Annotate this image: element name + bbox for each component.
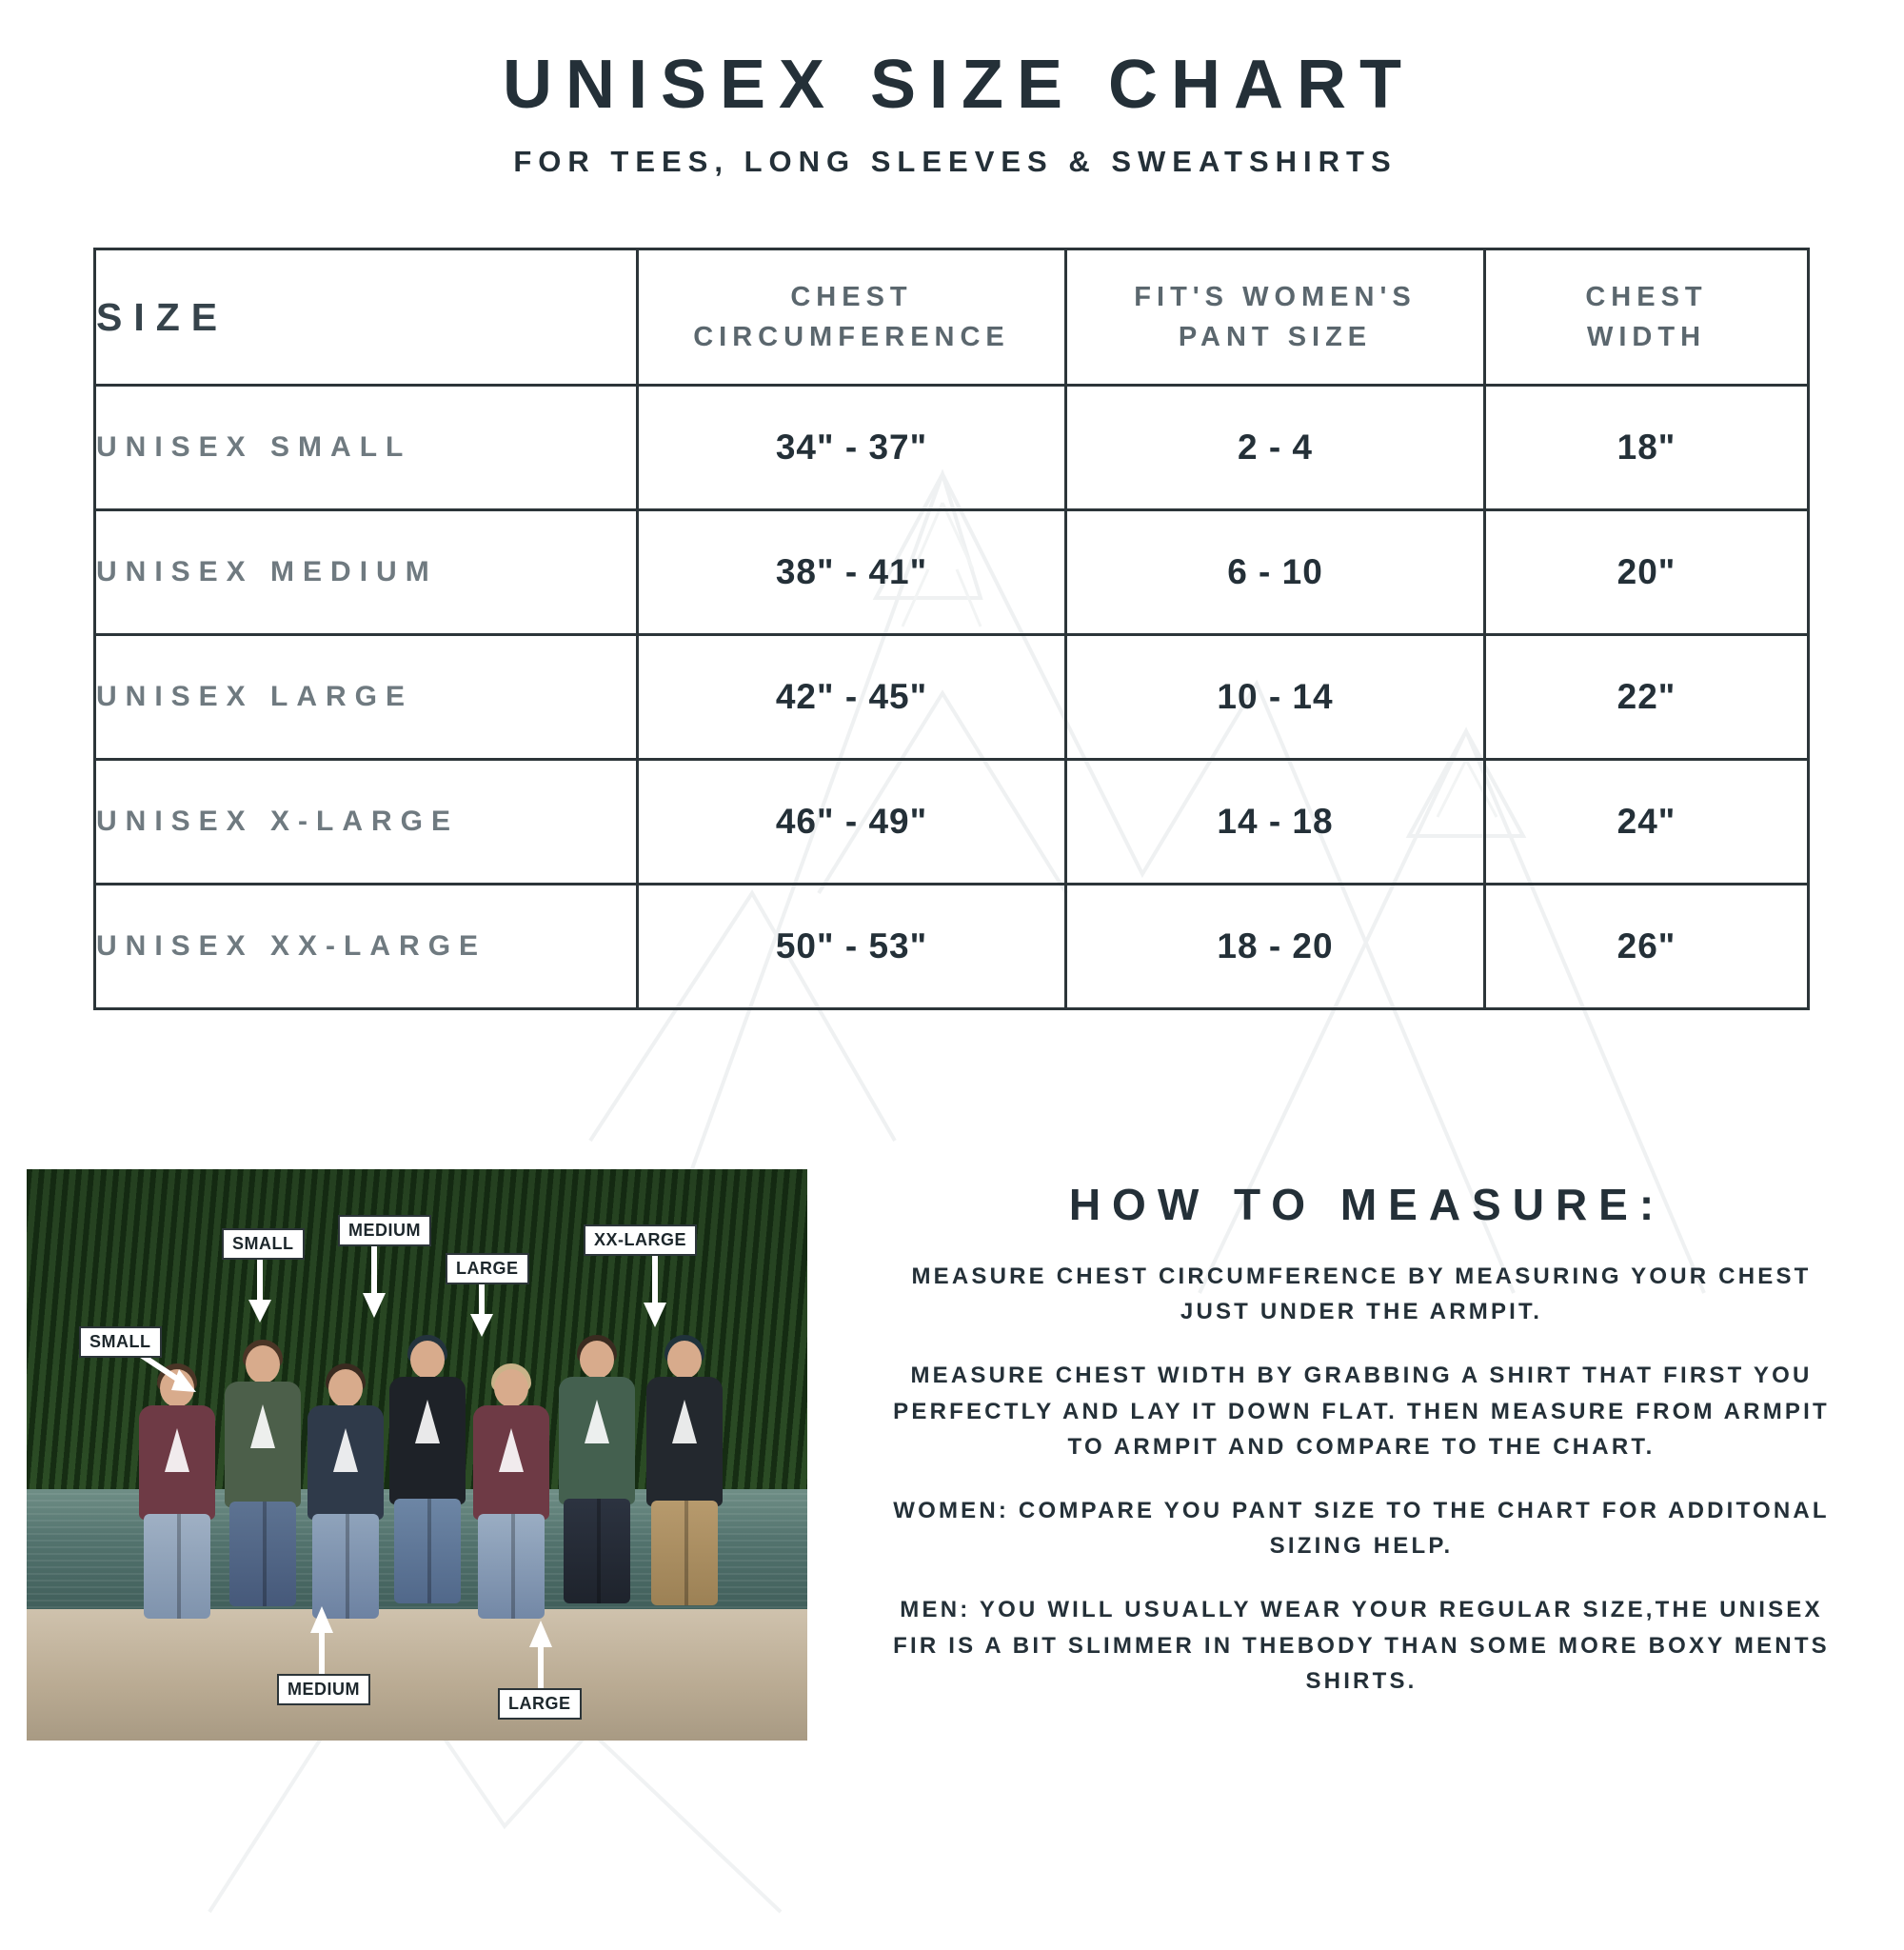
callout-label-xx-large: XX-LARGE xyxy=(584,1224,697,1256)
cell-chest-circumference: 38" - 41" xyxy=(638,510,1066,635)
callout-arrow-large-bottom xyxy=(522,1617,560,1693)
bottom-section xyxy=(0,1169,1904,1950)
cell-size: UNISEX XX-LARGE xyxy=(95,885,638,1009)
model-small-women xyxy=(136,1369,218,1626)
callout-label-small: SMALL xyxy=(222,1228,305,1260)
column-header-pant-size xyxy=(1066,249,1485,386)
callout-arrow-xx-large xyxy=(636,1255,674,1331)
table-row xyxy=(95,510,1809,635)
how-to-measure-paragraph-4: MEN: YOU WILL USUALLY WEAR YOUR REGULAR SIZE,THE UNISEX FIR IS A BIT SLIMMER IN THEBODY THAN SOME MORE BOXY MENTS SHIRTS. xyxy=(893,1597,1830,1694)
cell-chest-width: 26" xyxy=(1485,885,1809,1009)
callout-label-medium: MEDIUM xyxy=(338,1215,431,1246)
cell-pant-size: 2 - 4 xyxy=(1066,386,1485,510)
table-row xyxy=(95,386,1809,510)
cell-pant-size: 18 - 20 xyxy=(1066,885,1485,1009)
cell-size: UNISEX SMALL xyxy=(95,386,638,510)
callout-label-large-bottom: LARGE xyxy=(498,1688,582,1720)
photo-beach xyxy=(27,1609,807,1741)
cell-pant-size: 6 - 10 xyxy=(1066,510,1485,635)
cell-size: UNISEX X-LARGE xyxy=(95,760,638,885)
column-header-chest-circumference-line2: CIRCUMFERENCE xyxy=(693,322,1010,352)
cell-size: UNISEX MEDIUM xyxy=(95,510,638,635)
callout-arrow-small xyxy=(241,1260,279,1326)
cell-chest-circumference: 34" - 37" xyxy=(638,386,1066,510)
table-row xyxy=(95,885,1809,1009)
how-to-measure-paragraph-3: WOMEN: COMPARE YOU PANT SIZE TO THE CHART FOR ADDITONAL SIZING HELP. xyxy=(893,1497,1830,1560)
how-to-measure-section xyxy=(857,1179,1866,1699)
cell-pant-size: 14 - 18 xyxy=(1066,760,1485,885)
callout-arrow-medium xyxy=(355,1245,393,1322)
model-large-men xyxy=(556,1341,638,1626)
model-large-women xyxy=(470,1369,552,1626)
column-header-chest-width-line1: CHEST xyxy=(1585,281,1708,312)
cell-chest-circumference: 42" - 45" xyxy=(638,635,1066,760)
table-row xyxy=(95,760,1809,885)
callout-arrow-medium-bottom xyxy=(303,1602,341,1679)
column-header-pant-size-line2: PANT SIZE xyxy=(1178,322,1373,352)
callout-label-small-left: SMALL xyxy=(79,1326,162,1358)
column-header-chest-width xyxy=(1485,249,1809,386)
model-medium-men xyxy=(387,1341,468,1626)
cell-pant-size: 10 - 14 xyxy=(1066,635,1485,760)
size-chart-table xyxy=(93,248,1810,1010)
model-xx-large-men xyxy=(644,1341,725,1626)
cell-chest-width: 24" xyxy=(1485,760,1809,885)
callout-arrow-large xyxy=(463,1283,501,1341)
cell-size: UNISEX LARGE xyxy=(95,635,638,760)
group-photo xyxy=(27,1169,807,1741)
how-to-measure-paragraph-1: MEASURE CHEST CIRCUMFERENCE BY MEASURING YOUR CHEST JUST UNDER THE ARMPIT. xyxy=(911,1264,1812,1325)
cell-chest-width: 22" xyxy=(1485,635,1809,760)
column-header-chest-circumference-line1: CHEST xyxy=(790,281,913,312)
column-header-chest-width-line2: WIDTH xyxy=(1586,322,1707,352)
table-row xyxy=(95,635,1809,760)
callout-label-medium-bottom: MEDIUM xyxy=(277,1674,370,1705)
table-header-row xyxy=(95,249,1809,386)
page-subtitle: FOR TEES, LONG SLEEVES & SWEATSHIRTS xyxy=(513,145,1398,178)
page-title: UNISEX SIZE CHART xyxy=(502,47,1416,123)
model-medium-women xyxy=(305,1369,387,1626)
size-chart-page xyxy=(0,46,1904,1950)
cell-chest-width: 18" xyxy=(1485,386,1809,510)
how-to-measure-paragraph-2: MEASURE CHEST WIDTH BY GRABBING A SHIRT THAT FIRST YOU PERFECTLY AND LAY IT DOWN FLAT. THEN MEASURE FROM ARMPIT TO ARMPIT AND COMPARE TO THE CHART. xyxy=(893,1363,1830,1460)
cell-chest-circumference: 50" - 53" xyxy=(638,885,1066,1009)
cell-chest-width: 20" xyxy=(1485,510,1809,635)
callout-label-large: LARGE xyxy=(446,1253,529,1284)
how-to-measure-heading: HOW TO MEASURE: xyxy=(1068,1180,1666,1229)
model-small-men xyxy=(222,1345,304,1626)
cell-chest-circumference: 46" - 49" xyxy=(638,760,1066,885)
column-header-chest-circumference xyxy=(638,249,1066,386)
column-header-size: SIZE xyxy=(95,249,638,386)
column-header-pant-size-line1: FIT'S WOMEN'S xyxy=(1134,281,1417,312)
